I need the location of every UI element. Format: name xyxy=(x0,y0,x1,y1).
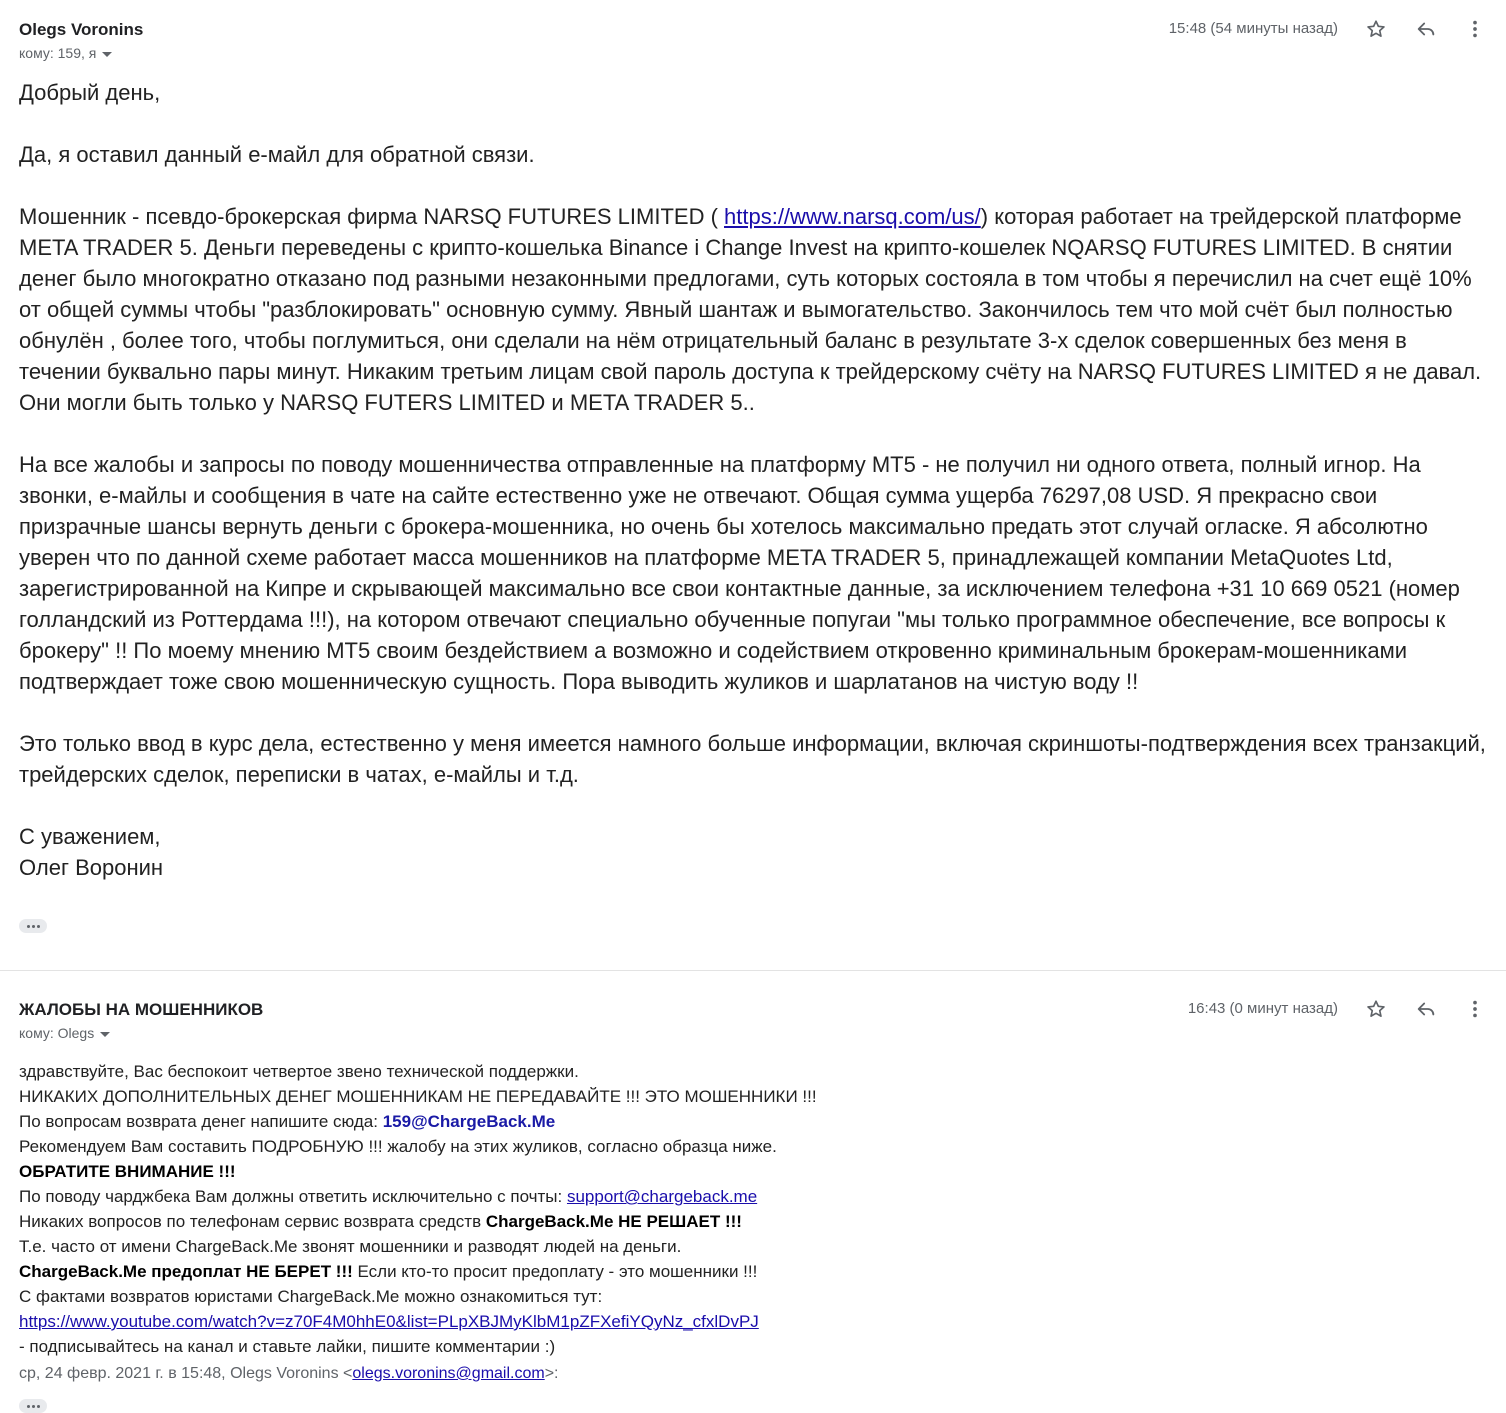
paragraph-2-end: ) которая работает на трейдерской платформе META TRADER 5. Деньги переведены с крипто-кошелька Binance i Change Invest на крипто-кошелек NQARSQ FUTURES LIMITED. В снятии денег было многократно отказано под разными незаконными предлогами, суть которых состояла в том чтобы я перечислил на счет ещё 10% от общей суммы чтобы "разблокировать" основную сумму. Явный шантаж и вымогательство. Закончилось тем что мой счёт был полностью обнулён , более того, чтобы поглумиться, они сделали на нём отрицательный баланс в результате 3-х сделок совершенных без меня в течении буквально пары минут. Никаким третьим лицам свой пароль доступа к трейдерскому счёту на NARSQ FUTURES LIMITED я не давал. Они могли быть только у NARSQ FUTERS LIMITED и META TRADER 5.. xyxy=(19,204,1482,415)
greeting: Добрый день, xyxy=(19,80,161,105)
recipients-label: кому: 159, я xyxy=(19,45,97,61)
line-contact xyxy=(19,1109,1489,1134)
line-facts: С фактами возвратов юристами ChargeBack.Me можно ознакомиться тут: xyxy=(19,1287,603,1306)
message-time: 16:43 (0 минут назад) xyxy=(1187,1000,1338,1017)
paragraph-2 xyxy=(19,201,1489,418)
youtube-link[interactable]: https://www.youtube.com/watch?v=z70F4M0hhE0&list=PLpXBJMyKlbM1pZFXefiYQyNz_cfxlDvPJ xyxy=(19,1312,759,1331)
message-2 xyxy=(0,971,1506,1411)
star-icon[interactable] xyxy=(1363,996,1389,1022)
phone-bold: ChargeBack.Me НЕ РЕШАЕТ !!! xyxy=(485,1212,742,1231)
line-support xyxy=(19,1184,1489,1209)
show-trimmed-content-button[interactable] xyxy=(19,919,47,933)
line-recommend: Рекомендуем Вам составить ПОДРОБНУЮ !!! жалобу на этих жуликов, согласно образца ниже. xyxy=(19,1137,777,1156)
line-warning: НИКАКИХ ДОПОЛНИТЕЛЬНЫХ ДЕНЕГ МОШЕННИКАМ НЕ ПЕРЕДАВАЙТЕ !!! ЭТО МОШЕННИКИ !!! xyxy=(19,1087,817,1106)
prepay-bold: ChargeBack.Me предоплат НЕ БЕРЕТ !!! xyxy=(19,1262,353,1281)
narsq-link[interactable]: https://www.narsq.com/us/ xyxy=(724,204,981,229)
line-attention xyxy=(19,1159,1489,1184)
signature-regards: С уважением, xyxy=(19,824,161,849)
attention-text: ОБРАТИТЕ ВНИМАНИЕ !!! xyxy=(19,1162,236,1181)
quote-header xyxy=(19,1361,1489,1386)
message-body xyxy=(19,77,1489,883)
support-email-link[interactable]: support@chargeback.me xyxy=(566,1187,758,1206)
message-time: 15:48 (54 минуты назад) xyxy=(1168,20,1338,37)
contact-email[interactable]: 159@ChargeBack.Me xyxy=(382,1112,556,1131)
message-body xyxy=(19,1059,1489,1386)
star-icon[interactable] xyxy=(1363,16,1389,42)
recipients-toggle[interactable] xyxy=(19,1025,110,1041)
paragraph-4: Это только ввод в курс дела, естественно у меня имеется намного больше информации, включая скриншоты-подтверждения всех транзакций, трейдерских сделок, переписки в чатах, е-майлы и т.д. xyxy=(19,731,1486,787)
support-text: По поводу чарджбека Вам должны ответить исключительно с почты: xyxy=(19,1187,567,1206)
quote-end: >: xyxy=(544,1365,559,1382)
line-phone xyxy=(19,1209,1489,1234)
phone-text: Никаких вопросов по телефонам сервис возврата средств xyxy=(19,1212,486,1231)
line-greeting: здравствуйте, Вас беспокоит четвертое звено технической поддержки. xyxy=(19,1062,579,1081)
reply-icon[interactable] xyxy=(1413,996,1439,1022)
sender-name[interactable]: ЖАЛОБЫ НА МОШЕННИКОВ xyxy=(19,1000,264,1019)
paragraph-3: На все жалобы и запросы по поводу мошенничества отправленные на платформу МТ5 - не получил ни одного ответа, полный игнор. На звонки, е-майлы и сообщения в чате на сайте естественно уже не отвечают. Общая сумма ущерба 76297,08 USD. Я прекрасно свои призрачные шансы вернуть деньги с брокера-мошенника, но очень бы хотелось максимально предать этот случай огласке. Я абсолютно уверен что по данной схеме работает масса мошенников на платформе META TRADER 5, принадлежащей компании MetaQuotes Ltd, зарегистрированной на Кипре и скрывающей максимально все свои контактные данные, за исключением телефона +31 10 669 0521 (номер голландский из Роттердама !!!), на котором отвечают специально обученные попугаи "мы только программное обеспечение, все вопросы к брокеру" !! По моему мнению МТ5 своим бездействием а возможно и содействием откровенно криминальным брокерам-мошенниками подтверждает тоже свою мошенническую сущность. Пора выводить жуликов и шарлатанов на чистую воду !! xyxy=(19,452,1460,694)
signature-name: Олег Воронин xyxy=(19,855,164,880)
quote-email-link[interactable]: olegs.voronins@gmail.com xyxy=(352,1365,545,1382)
line-youtube xyxy=(19,1309,1489,1334)
recipients-toggle[interactable] xyxy=(19,45,112,61)
recipients-label: кому: Olegs xyxy=(19,1025,95,1041)
prepay-text: Если кто-то просит предоплату - это мошенники !!! xyxy=(352,1262,758,1281)
sender-name[interactable]: Olegs Voronins xyxy=(19,20,144,39)
reply-icon[interactable] xyxy=(1413,16,1439,42)
more-vert-icon[interactable] xyxy=(1462,16,1488,42)
line-scam-calls: Т.е. часто от имени ChargeBack.Me звонят мошенники и разводят людей на деньги. xyxy=(19,1237,682,1256)
contact-text: По вопросам возврата денег напишите сюда: xyxy=(19,1112,383,1131)
paragraph-2-start: Мошенник - псевдо-брокерская фирма NARSQ FUTURES LIMITED ( xyxy=(19,204,725,229)
paragraph-1: Да, я оставил данный е-майл для обратной связи. xyxy=(19,142,535,167)
caret-down-icon xyxy=(102,52,112,57)
line-subscribe: - подписывайтесь на канал и ставьте лайки, пишите комментарии :) xyxy=(19,1337,556,1356)
quote-text: ср, 24 февр. 2021 г. в 15:48, Olegs Voronins < xyxy=(19,1365,353,1382)
line-prepay xyxy=(19,1259,1489,1284)
caret-down-icon xyxy=(100,1032,110,1037)
more-vert-icon[interactable] xyxy=(1462,996,1488,1022)
